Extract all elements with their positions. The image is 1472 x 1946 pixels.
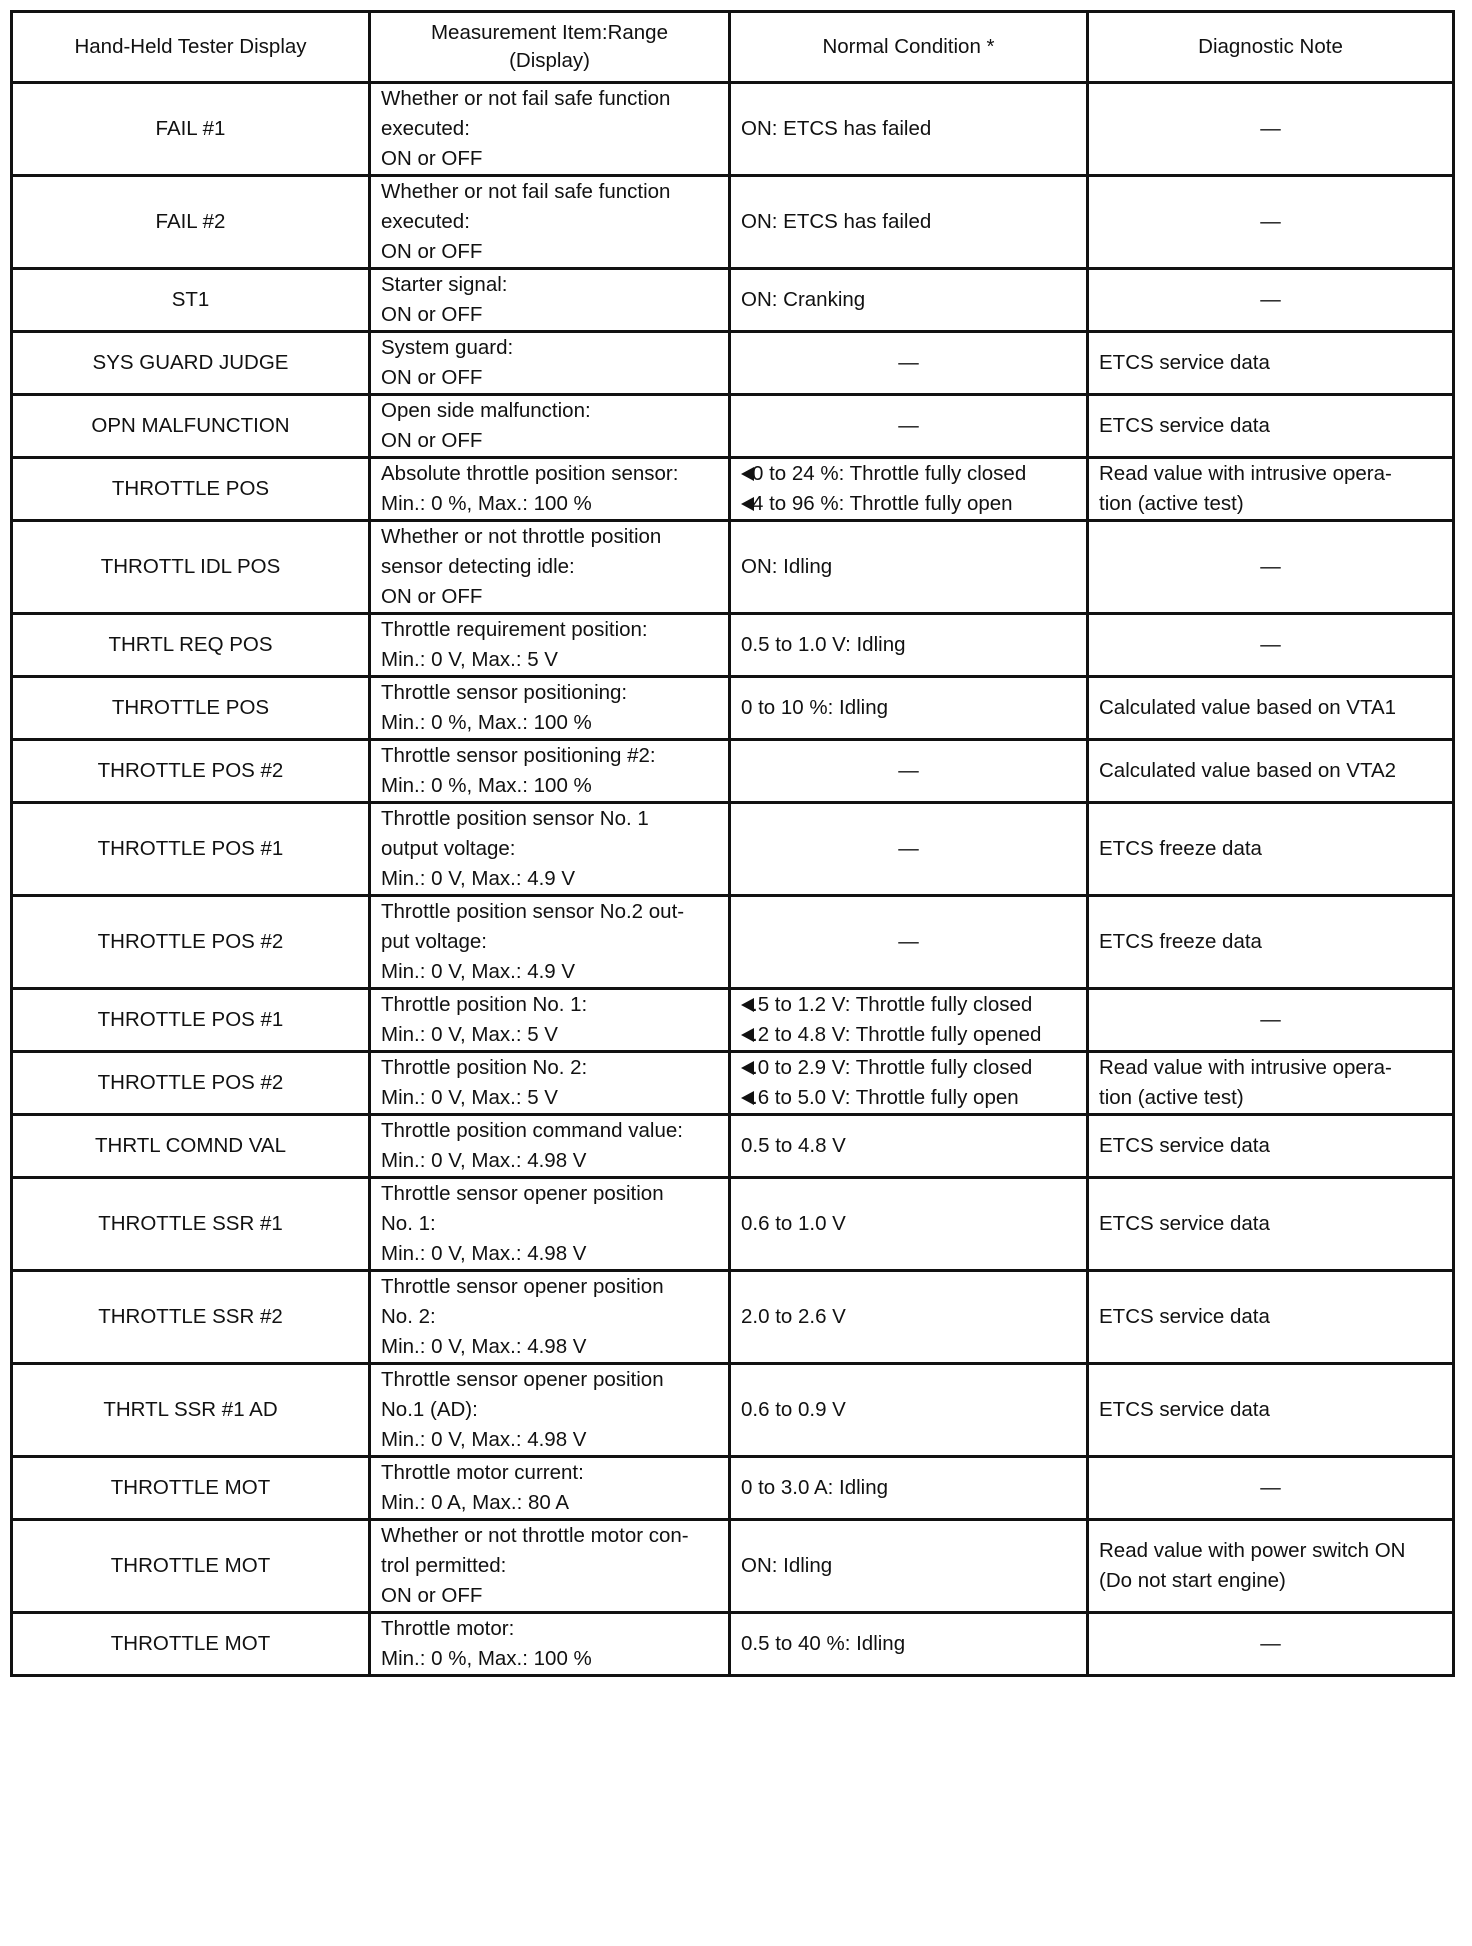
- normal-condition-line: [741, 990, 1076, 1020]
- cell-diagnostic-note: ETCS freeze data: [1088, 896, 1454, 989]
- cell-measurement-item: Open side malfunction: ON or OFF: [370, 395, 730, 458]
- cell-diagnostic-note: —: [1088, 1457, 1454, 1520]
- cell-display: THROTTLE MOT: [12, 1613, 370, 1676]
- cell-diagnostic-note: ETCS service data: [1088, 1115, 1454, 1178]
- cell-normal-condition: 0.5 to 40 %: Idling: [730, 1613, 1088, 1676]
- cell-diagnostic-note: ETCS service data: [1088, 395, 1454, 458]
- cell-display: THROTTLE SSR #1: [12, 1178, 370, 1271]
- table-row: [12, 1178, 1454, 1271]
- normal-condition-line: [741, 489, 1076, 519]
- cell-normal-condition: 0 to 3.0 A: Idling: [730, 1457, 1088, 1520]
- normal-condition-text: .2 to 4.8 V: Throttle fully opened: [752, 1023, 1042, 1046]
- normal-condition-text: .6 to 5.0 V: Throttle fully open: [752, 1086, 1019, 1109]
- cell-measurement-item: Throttle position sensor No. 1 output voltage: Min.: 0 V, Max.: 4.9 V: [370, 803, 730, 896]
- table-row: [12, 1364, 1454, 1457]
- cell-normal-condition: ON: ETCS has failed: [730, 176, 1088, 269]
- cell-measurement-item: Throttle sensor opener position No. 2: Min.: 0 V, Max.: 4.98 V: [370, 1271, 730, 1364]
- table-row: [12, 1052, 1454, 1115]
- cell-measurement-item: Throttle position command value: Min.: 0 V, Max.: 4.98 V: [370, 1115, 730, 1178]
- data-list-table: [10, 10, 1455, 1677]
- cell-measurement-item: Throttle position No. 2: Min.: 0 V, Max.: 5 V: [370, 1052, 730, 1115]
- cell-display: THRTL REQ POS: [12, 614, 370, 677]
- cell-normal-condition: —: [730, 803, 1088, 896]
- header-display: Hand-Held Tester Display: [12, 12, 370, 83]
- cell-measurement-item: Absolute throttle position sensor: Min.: 0 %, Max.: 100 %: [370, 458, 730, 521]
- cell-display: THROTTLE MOT: [12, 1457, 370, 1520]
- cell-display: THROTTLE POS #1: [12, 989, 370, 1052]
- cell-normal-condition: ON: Cranking: [730, 269, 1088, 332]
- header-normal-condition: Normal Condition *: [730, 12, 1088, 83]
- cell-measurement-item: Throttle sensor opener position No. 1: Min.: 0 V, Max.: 4.98 V: [370, 1178, 730, 1271]
- table-row: [12, 614, 1454, 677]
- cell-diagnostic-note: —: [1088, 269, 1454, 332]
- cell-normal-condition: [730, 1052, 1088, 1115]
- table-row: [12, 803, 1454, 896]
- normal-condition-text: .0 to 2.9 V: Throttle fully closed: [752, 1056, 1033, 1079]
- cell-display: THROTTLE POS #2: [12, 896, 370, 989]
- cell-normal-condition: 0.6 to 1.0 V: [730, 1178, 1088, 1271]
- table-row: [12, 896, 1454, 989]
- cell-diagnostic-note: —: [1088, 1613, 1454, 1676]
- cell-diagnostic-note: Calculated value based on VTA2: [1088, 740, 1454, 803]
- header-diagnostic-note: Diagnostic Note: [1088, 12, 1454, 83]
- cell-display: OPN MALFUNCTION: [12, 395, 370, 458]
- table-row: [12, 395, 1454, 458]
- cell-diagnostic-note: ETCS service data: [1088, 1271, 1454, 1364]
- cell-display: FAIL #1: [12, 83, 370, 176]
- table-row: [12, 989, 1454, 1052]
- cell-normal-condition: 2.0 to 2.6 V: [730, 1271, 1088, 1364]
- cell-measurement-item: Throttle position sensor No.2 out- put voltage: Min.: 0 V, Max.: 4.9 V: [370, 896, 730, 989]
- cell-measurement-item: System guard: ON or OFF: [370, 332, 730, 395]
- cell-diagnostic-note: ETCS service data: [1088, 332, 1454, 395]
- table-row: [12, 1457, 1454, 1520]
- cell-diagnostic-note: Read value with intrusive opera- tion (active test): [1088, 458, 1454, 521]
- table-row: [12, 740, 1454, 803]
- cell-diagnostic-note: Read value with power switch ON (Do not start engine): [1088, 1520, 1454, 1613]
- normal-condition-line: [741, 1053, 1076, 1083]
- table-header-row: [12, 12, 1454, 83]
- document-page: [10, 10, 1452, 1677]
- header-measurement-item: Measurement Item:Range (Display): [370, 12, 730, 83]
- cell-measurement-item: Whether or not fail safe function executed: ON or OFF: [370, 83, 730, 176]
- cell-diagnostic-note: Read value with intrusive opera- tion (active test): [1088, 1052, 1454, 1115]
- cell-normal-condition: [730, 989, 1088, 1052]
- normal-condition-text: 0 to 24 %: Throttle fully closed: [752, 462, 1027, 485]
- cell-measurement-item: Throttle motor current: Min.: 0 A, Max.: 80 A: [370, 1457, 730, 1520]
- normal-condition-text: 4 to 96 %: Throttle fully open: [752, 492, 1013, 515]
- table-row: [12, 677, 1454, 740]
- normal-condition-line: [741, 1020, 1076, 1050]
- cell-normal-condition: 0 to 10 %: Idling: [730, 677, 1088, 740]
- cell-display: THROTTLE MOT: [12, 1520, 370, 1613]
- cell-display: FAIL #2: [12, 176, 370, 269]
- cell-diagnostic-note: ETCS service data: [1088, 1178, 1454, 1271]
- cell-display: THROTTLE POS #1: [12, 803, 370, 896]
- table-row: [12, 176, 1454, 269]
- cell-display: ST1: [12, 269, 370, 332]
- cell-normal-condition: ON: Idling: [730, 521, 1088, 614]
- cell-display: THROTTLE POS #2: [12, 740, 370, 803]
- cell-normal-condition: 0.5 to 4.8 V: [730, 1115, 1088, 1178]
- cell-measurement-item: Throttle motor: Min.: 0 %, Max.: 100 %: [370, 1613, 730, 1676]
- normal-condition-line: [741, 459, 1076, 489]
- cell-measurement-item: Throttle position No. 1: Min.: 0 V, Max.: 5 V: [370, 989, 730, 1052]
- cell-diagnostic-note: —: [1088, 83, 1454, 176]
- cell-diagnostic-note: Calculated value based on VTA1: [1088, 677, 1454, 740]
- cell-measurement-item: Starter signal: ON or OFF: [370, 269, 730, 332]
- cell-display: THROTTLE POS #2: [12, 1052, 370, 1115]
- cell-display: THROTTLE POS: [12, 677, 370, 740]
- cell-normal-condition: —: [730, 740, 1088, 803]
- cell-display: THRTL SSR #1 AD: [12, 1364, 370, 1457]
- cell-diagnostic-note: —: [1088, 989, 1454, 1052]
- table-row: [12, 1520, 1454, 1613]
- table-row: [12, 332, 1454, 395]
- cell-normal-condition: [730, 458, 1088, 521]
- cell-diagnostic-note: —: [1088, 614, 1454, 677]
- cell-measurement-item: Whether or not throttle motor con- trol permitted: ON or OFF: [370, 1520, 730, 1613]
- table-row: [12, 1613, 1454, 1676]
- cell-display: THROTTLE SSR #2: [12, 1271, 370, 1364]
- normal-condition-text: .5 to 1.2 V: Throttle fully closed: [752, 993, 1033, 1016]
- cell-measurement-item: Whether or not throttle position sensor detecting idle: ON or OFF: [370, 521, 730, 614]
- cell-measurement-item: Throttle sensor positioning: Min.: 0 %, Max.: 100 %: [370, 677, 730, 740]
- cell-measurement-item: Whether or not fail safe function executed: ON or OFF: [370, 176, 730, 269]
- cell-display: THRTL COMND VAL: [12, 1115, 370, 1178]
- cell-normal-condition: ON: ETCS has failed: [730, 83, 1088, 176]
- cell-measurement-item: Throttle sensor opener position No.1 (AD): Min.: 0 V, Max.: 4.98 V: [370, 1364, 730, 1457]
- cell-display: THROTTLE POS: [12, 458, 370, 521]
- table-row: [12, 458, 1454, 521]
- cell-display: SYS GUARD JUDGE: [12, 332, 370, 395]
- table-row: [12, 521, 1454, 614]
- normal-condition-line: [741, 1083, 1076, 1113]
- table-row: [12, 269, 1454, 332]
- cell-measurement-item: Throttle sensor positioning #2: Min.: 0 %, Max.: 100 %: [370, 740, 730, 803]
- cell-display: THROTTL IDL POS: [12, 521, 370, 614]
- cell-normal-condition: 0.6 to 0.9 V: [730, 1364, 1088, 1457]
- cell-diagnostic-note: ETCS service data: [1088, 1364, 1454, 1457]
- cell-measurement-item: Throttle requirement position: Min.: 0 V, Max.: 5 V: [370, 614, 730, 677]
- cell-diagnostic-note: —: [1088, 521, 1454, 614]
- cell-diagnostic-note: —: [1088, 176, 1454, 269]
- table-row: [12, 83, 1454, 176]
- cell-normal-condition: ON: Idling: [730, 1520, 1088, 1613]
- cell-normal-condition: 0.5 to 1.0 V: Idling: [730, 614, 1088, 677]
- table-row: [12, 1271, 1454, 1364]
- cell-normal-condition: —: [730, 896, 1088, 989]
- cell-normal-condition: —: [730, 395, 1088, 458]
- cell-diagnostic-note: ETCS freeze data: [1088, 803, 1454, 896]
- table-row: [12, 1115, 1454, 1178]
- cell-normal-condition: —: [730, 332, 1088, 395]
